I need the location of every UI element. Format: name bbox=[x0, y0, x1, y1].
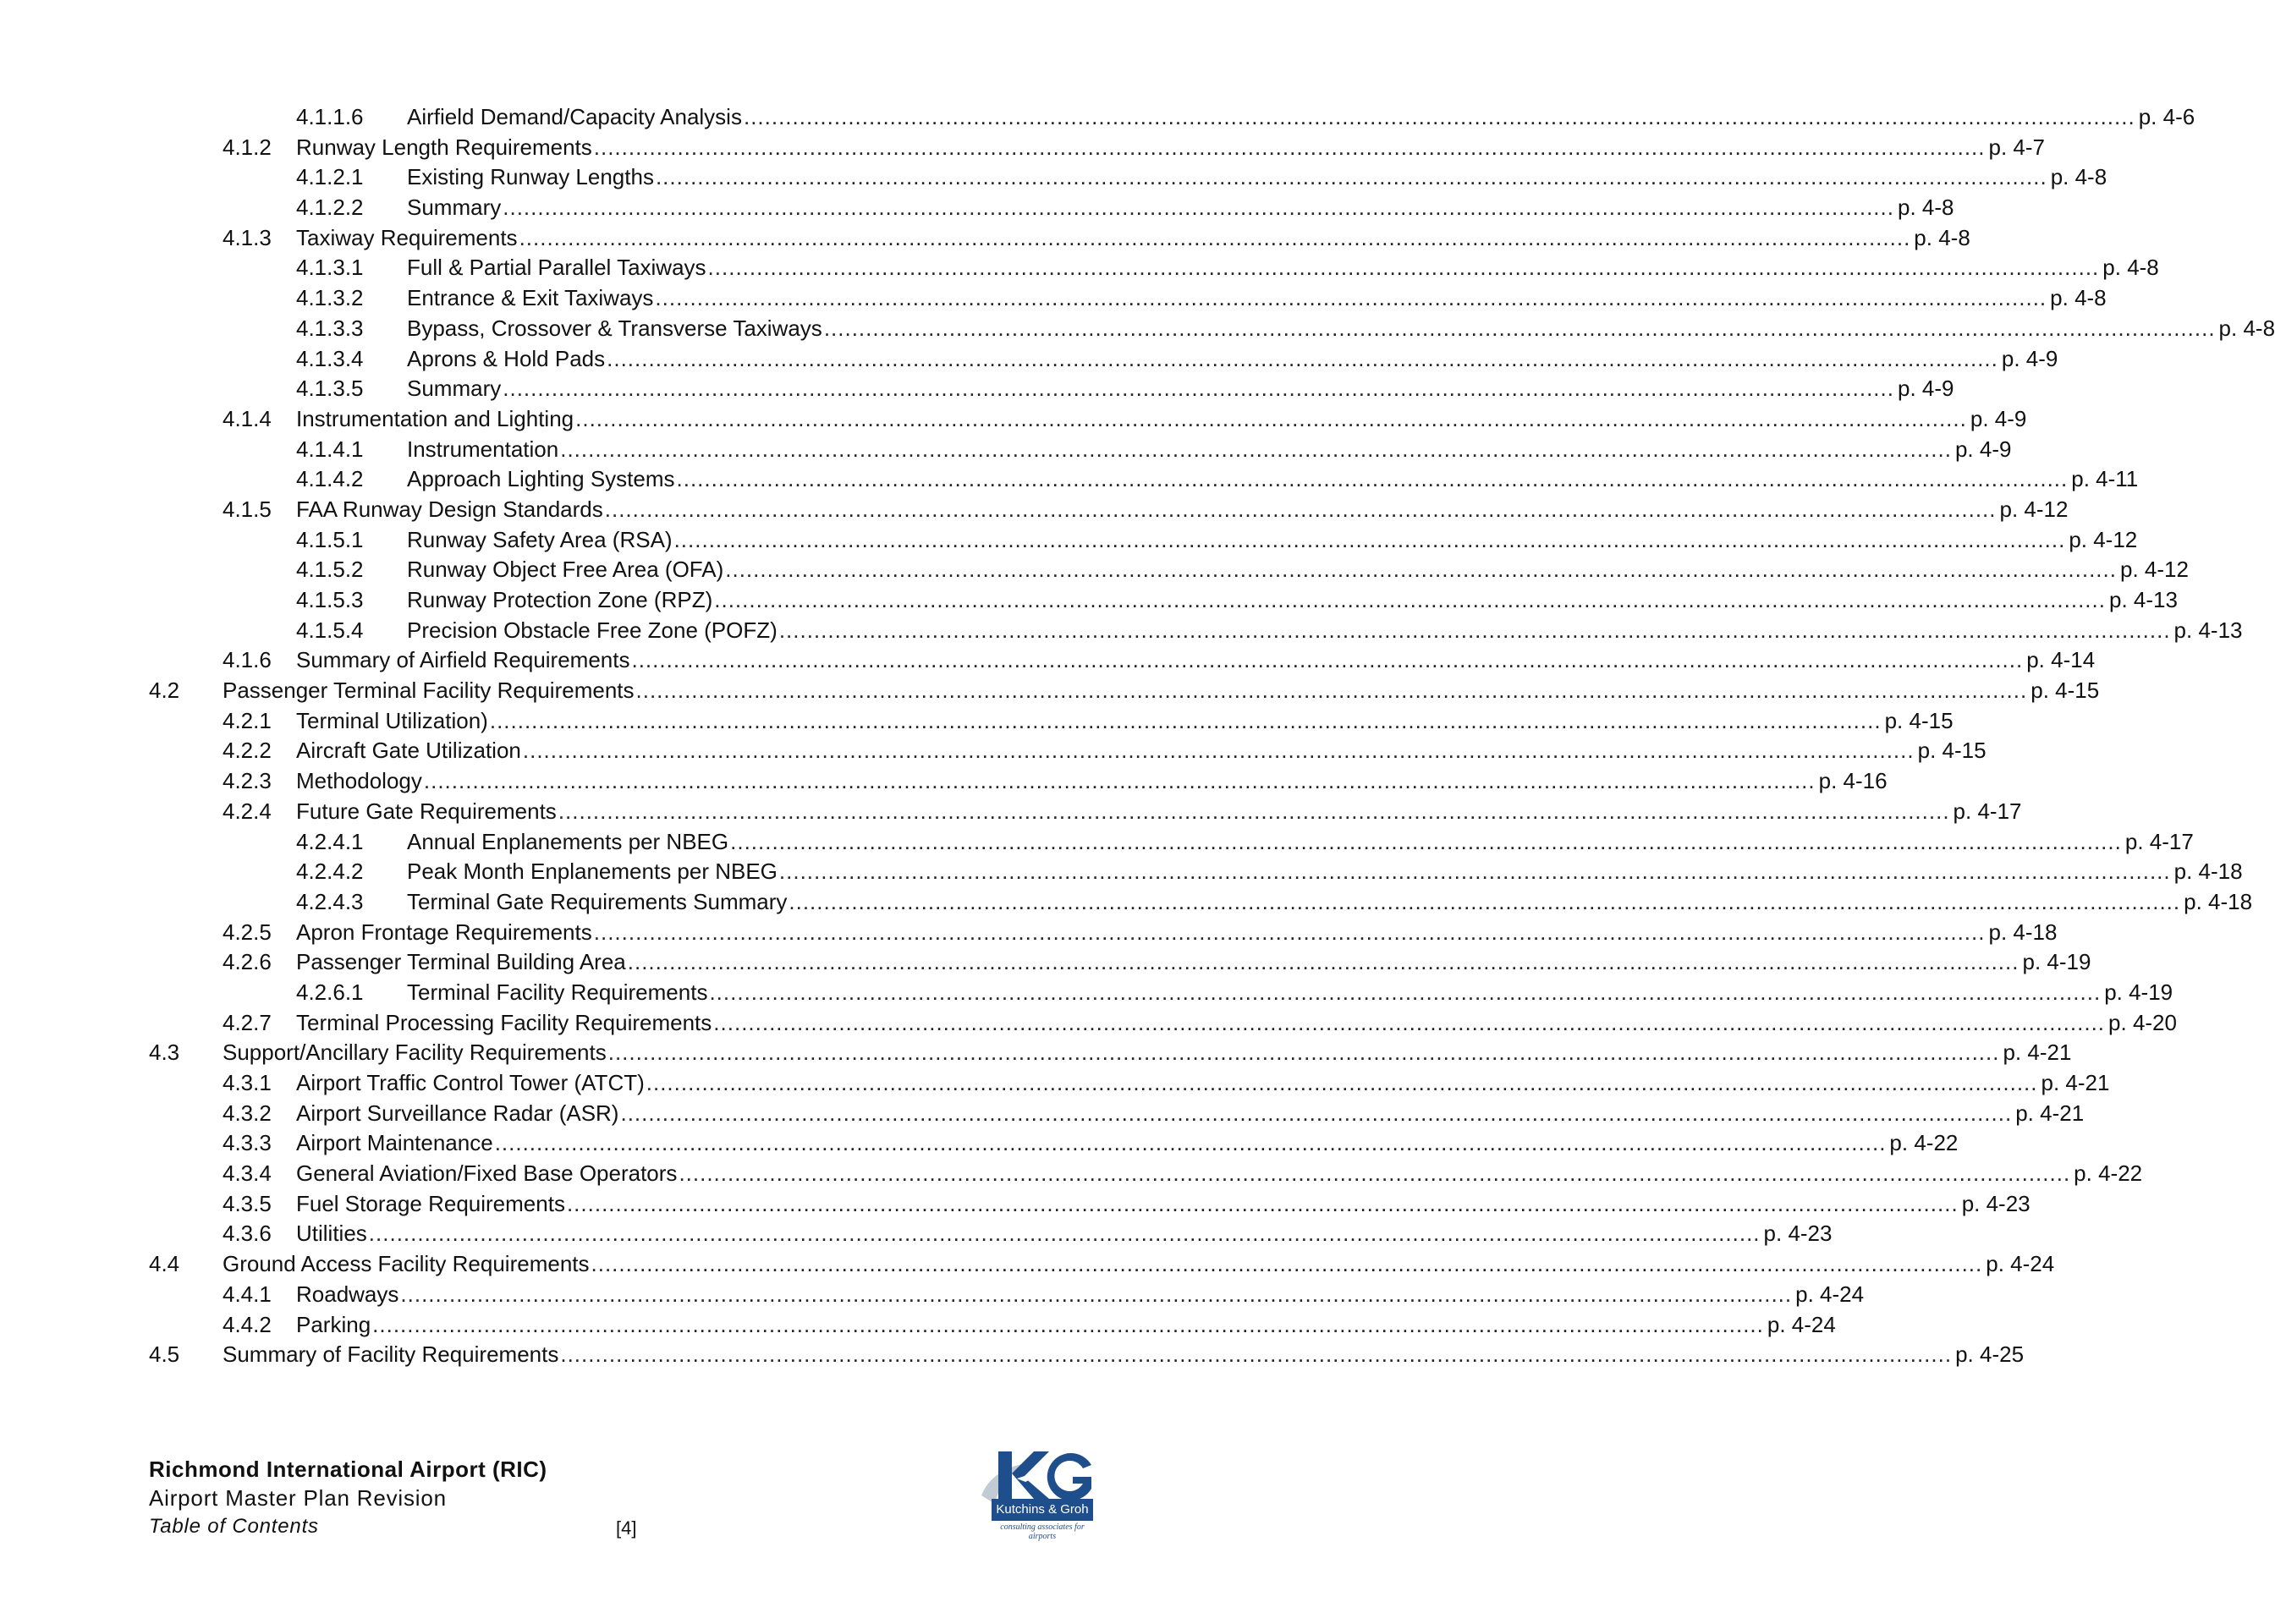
toc-dot-leader: ........................................................................................................................................................................................................ bbox=[789, 888, 2181, 914]
toc-entry-number: 4.3.2 bbox=[223, 1100, 272, 1126]
toc-entry-title: Roadways bbox=[296, 1281, 399, 1307]
toc-dot-leader: ........................................................................................................................................................................................................ bbox=[604, 496, 1997, 522]
toc-entry-number: 4.3.1 bbox=[223, 1070, 272, 1095]
toc-entry-page: p. 4-13 bbox=[2108, 587, 2178, 612]
toc-entry-line bbox=[296, 1099, 2085, 1129]
toc-entry bbox=[0, 616, 2243, 646]
toc-entry-title: General Aviation/Fixed Base Operators bbox=[296, 1160, 678, 1187]
toc-entry-number: 4.1.2.2 bbox=[296, 195, 364, 221]
toc-entry-page: p. 4-9 bbox=[1954, 436, 2012, 462]
toc-entry-number: 4.3.3 bbox=[223, 1130, 272, 1156]
toc-dot-leader: ........................................................................................................................................................................................................ bbox=[522, 738, 1915, 764]
toc-entry-title: Parking bbox=[296, 1311, 371, 1337]
toc-entry-number: 4.2.6.1 bbox=[296, 979, 364, 1005]
toc-entry-page: p. 4-15 bbox=[1884, 707, 1954, 733]
toc-entry-line bbox=[407, 435, 2012, 465]
toc-entry-page: p. 4-17 bbox=[1953, 798, 2022, 824]
toc-entry bbox=[0, 766, 1888, 797]
toc-entry-line bbox=[407, 827, 2194, 858]
toc-dot-leader: ........................................................................................................................................................................................................ bbox=[679, 1160, 2071, 1187]
toc-dot-leader: ........................................................................................................................................................................................................ bbox=[713, 1009, 2106, 1035]
toc-entry-page: p. 4-15 bbox=[2030, 678, 2100, 704]
toc-entry bbox=[0, 253, 2159, 283]
toc-entry-line bbox=[223, 1038, 2072, 1068]
toc-entry-number: 4.2.3 bbox=[223, 768, 272, 794]
toc-entry bbox=[0, 374, 1954, 404]
toc-entry-title: Fuel Storage Requirements bbox=[296, 1190, 565, 1216]
toc-entry-title: Airfield Demand/Capacity Analysis bbox=[407, 104, 742, 129]
toc-entry-page: p. 4-11 bbox=[2071, 466, 2139, 492]
toc-entry bbox=[0, 797, 2022, 827]
toc-entry-number: 4.1.1.6 bbox=[296, 104, 364, 129]
toc-entry bbox=[0, 1099, 2085, 1129]
toc-entry bbox=[0, 706, 1954, 737]
toc-entry-number: 4.1.3.3 bbox=[296, 315, 364, 341]
toc-dot-leader: ........................................................................................................................................................................................................ bbox=[709, 979, 2102, 1005]
kutchins-groh-logo bbox=[966, 1445, 1110, 1546]
toc-dot-leader: ........................................................................................................................................................................................................ bbox=[676, 466, 2069, 492]
toc-entry-number: 4.2.2 bbox=[223, 738, 272, 764]
toc-entry-title: Summary bbox=[407, 376, 502, 402]
toc-entry-line bbox=[407, 374, 1954, 404]
toc-dot-leader: ........................................................................................................................................................................................................ bbox=[646, 1070, 2038, 1095]
toc-entry-number: 4.1.6 bbox=[223, 647, 272, 673]
toc-entry-page: p. 4-12 bbox=[2119, 557, 2189, 583]
toc-entry-number: 4.3 bbox=[149, 1040, 180, 1066]
toc-entry-line bbox=[223, 676, 2100, 706]
toc-entry-page: p. 4-8 bbox=[2218, 315, 2275, 341]
toc-entry-line bbox=[296, 223, 1970, 254]
toc-entry-number: 4.1.3 bbox=[223, 224, 272, 250]
toc-entry bbox=[0, 676, 2100, 706]
toc-entry-page: p. 4-15 bbox=[1917, 738, 1987, 764]
toc-entry-number: 4.1.5.3 bbox=[296, 587, 364, 612]
toc-entry-title: Airport Traffic Control Tower (ATCT) bbox=[296, 1070, 645, 1095]
toc-entry-title: Passenger Terminal Facility Requirements bbox=[223, 678, 635, 704]
toc-entry-number: 4.1.3.2 bbox=[296, 285, 364, 311]
toc-entry-page: p. 4-24 bbox=[1986, 1251, 2055, 1277]
toc-entry-number: 4.1.5.1 bbox=[296, 526, 364, 552]
toc-entry-number: 4.1.2.1 bbox=[296, 164, 364, 190]
toc-entry-number: 4.2.4.1 bbox=[296, 828, 364, 854]
toc-entry-title: Instrumentation and Lighting bbox=[296, 405, 574, 431]
toc-entry-number: 4.2.4.2 bbox=[296, 859, 364, 885]
toc-entry-title: Approach Lighting Systems bbox=[407, 466, 675, 492]
toc-entry-number: 4.1.5 bbox=[223, 496, 272, 522]
toc-entry bbox=[0, 102, 2195, 133]
toc-entry-line bbox=[407, 314, 2275, 344]
toc-dot-leader: ........................................................................................................................................................................................................ bbox=[631, 647, 2024, 673]
toc-entry-number: 4.1.4 bbox=[223, 405, 272, 431]
toc-entry-page: p. 4-14 bbox=[2026, 647, 2096, 673]
toc-dot-leader: ........................................................................................................................................................................................................ bbox=[372, 1311, 1764, 1337]
toc-entry bbox=[0, 525, 2138, 556]
toc-entry-number: 4.1.5.4 bbox=[296, 617, 364, 643]
toc-dot-leader: ........................................................................................................................................................................................................ bbox=[707, 255, 2100, 281]
toc-dot-leader: ........................................................................................................................................................................................................ bbox=[400, 1281, 1793, 1307]
toc-entry bbox=[0, 1340, 2025, 1370]
toc-entry-page: p. 4-18 bbox=[2173, 859, 2243, 885]
toc-dot-leader: ........................................................................................................................................................................................................ bbox=[560, 436, 1952, 462]
toc-dot-leader: ........................................................................................................................................................................................................ bbox=[560, 1341, 1953, 1368]
toc-entry-number: 4.2.6 bbox=[223, 949, 272, 975]
toc-entry bbox=[0, 283, 2107, 314]
toc-entry-line bbox=[223, 1249, 2055, 1280]
toc-entry-page: p. 4-18 bbox=[1988, 919, 2058, 945]
toc-dot-leader: ........................................................................................................................................................................................................ bbox=[714, 587, 2106, 612]
toc-dot-leader: ........................................................................................................................................................................................................ bbox=[730, 828, 2122, 854]
toc-entry-title: Support/Ancillary Facility Requirements bbox=[223, 1040, 607, 1066]
toc-entry-line bbox=[296, 766, 1888, 797]
toc-entry-line bbox=[296, 736, 1987, 766]
toc-entry-line bbox=[407, 616, 2243, 646]
toc-entry-line bbox=[296, 1008, 2177, 1039]
toc-dot-leader: ........................................................................................................................................................................................................ bbox=[673, 526, 2066, 552]
toc-entry-line bbox=[296, 947, 2091, 978]
toc-entry-title: Aprons & Hold Pads bbox=[407, 345, 606, 371]
toc-entry-page: p. 4-21 bbox=[2003, 1040, 2072, 1066]
toc-entry-title: Runway Protection Zone (RPZ) bbox=[407, 587, 713, 612]
toc-dot-leader: ........................................................................................................................................................................................................ bbox=[575, 405, 1967, 431]
toc-entry-line bbox=[407, 162, 2107, 193]
toc-entry-number: 4.2 bbox=[149, 678, 180, 704]
toc-entry-page: p. 4-8 bbox=[2050, 285, 2107, 311]
toc-dot-leader: ........................................................................................................................................................................................................ bbox=[725, 557, 2117, 583]
toc-entry-page: p. 4-22 bbox=[2074, 1160, 2143, 1187]
toc-entry-title: Summary bbox=[407, 195, 502, 221]
toc-dot-leader: ........................................................................................................................................................................................................ bbox=[519, 224, 1911, 250]
toc-entry bbox=[0, 947, 2091, 978]
toc-dot-leader: ........................................................................................................................................................................................................ bbox=[503, 195, 1894, 221]
toc-entry-title: Terminal Gate Requirements Summary bbox=[407, 888, 788, 914]
toc-entry-page: p. 4-6 bbox=[2138, 104, 2195, 129]
toc-entry bbox=[0, 918, 2058, 948]
toc-entry-title: Runway Safety Area (RSA) bbox=[407, 526, 673, 552]
toc-entry bbox=[0, 887, 2253, 918]
toc-entry-number: 4.4.1 bbox=[223, 1281, 272, 1307]
toc-entry-title: Airport Surveillance Radar (ASR) bbox=[296, 1100, 619, 1126]
organization-name: Richmond International Airport (RIC) bbox=[149, 1457, 547, 1482]
toc-entry-line bbox=[296, 1310, 1836, 1341]
toc-entry-page: p. 4-19 bbox=[2022, 949, 2091, 975]
toc-dot-leader: ........................................................................................................................................................................................................ bbox=[655, 164, 2047, 190]
toc-entry-line bbox=[296, 918, 2058, 948]
toc-dot-leader: ........................................................................................................................................................................................................ bbox=[635, 678, 2028, 704]
toc-entry-title: Instrumentation bbox=[407, 436, 559, 462]
toc-entry bbox=[0, 162, 2107, 193]
toc-entry-line bbox=[296, 797, 2022, 827]
toc-entry-page: p. 4-8 bbox=[1914, 224, 1970, 250]
toc-entry-page: p. 4-12 bbox=[2069, 526, 2138, 552]
toc-entry-number: 4.1.3.4 bbox=[296, 345, 364, 371]
toc-entry-line bbox=[407, 283, 2107, 314]
toc-entry-number: 4.1.5.2 bbox=[296, 557, 364, 583]
toc-dot-leader: ........................................................................................................................................................................................................ bbox=[368, 1221, 1761, 1247]
toc-entry-page: p. 4-12 bbox=[1999, 496, 2069, 522]
toc-entry-page: p. 4-24 bbox=[1795, 1281, 1865, 1307]
toc-entry-line bbox=[407, 555, 2189, 585]
toc-dot-leader: ........................................................................................................................................................................................................ bbox=[591, 1251, 1983, 1277]
toc-entry-line bbox=[407, 887, 2253, 918]
toc-entry-number: 4.1.4.2 bbox=[296, 466, 364, 492]
toc-entry-line bbox=[407, 525, 2138, 556]
toc-entry-page: p. 4-17 bbox=[2124, 828, 2194, 854]
toc-entry-line bbox=[296, 706, 1954, 737]
toc-entry bbox=[0, 193, 1954, 223]
toc-dot-leader: ........................................................................................................................................................................................................ bbox=[558, 798, 1950, 824]
toc-entry-line bbox=[407, 978, 2173, 1008]
toc-entry bbox=[0, 857, 2243, 887]
toc-entry bbox=[0, 736, 1987, 766]
toc-entry-title: Precision Obstacle Free Zone (POFZ) bbox=[407, 617, 778, 643]
toc-entry-line bbox=[407, 585, 2178, 616]
toc-entry-title: Runway Object Free Area (OFA) bbox=[407, 557, 724, 583]
toc-entry-line bbox=[296, 1280, 1865, 1310]
toc-dot-leader: ........................................................................................................................................................................................................ bbox=[607, 1040, 2000, 1066]
toc-entry-title: Peak Month Enplanements per NBEG bbox=[407, 859, 778, 885]
toc-entry bbox=[0, 1159, 2143, 1189]
toc-entry-title: Taxiway Requirements bbox=[296, 224, 518, 250]
toc-entry bbox=[0, 1310, 1836, 1341]
toc-entry bbox=[0, 344, 2058, 375]
toc-entry-title: Entrance & Exit Taxiways bbox=[407, 285, 654, 311]
document-subtitle: Airport Master Plan Revision bbox=[149, 1485, 447, 1511]
toc-entry-page: p. 4-18 bbox=[2184, 888, 2253, 914]
toc-entry-number: 4.4.2 bbox=[223, 1311, 272, 1337]
toc-dot-leader: ........................................................................................................................................................................................................ bbox=[620, 1100, 2013, 1126]
toc-entry-page: p. 4-21 bbox=[2041, 1070, 2110, 1095]
toc-entry-page: p. 4-9 bbox=[1970, 405, 2027, 431]
toc-entry-page: p. 4-16 bbox=[1818, 768, 1888, 794]
toc-entry bbox=[0, 827, 2194, 858]
toc-dot-leader: ........................................................................................................................................................................................................ bbox=[743, 104, 2135, 129]
toc-entry-page: p. 4-8 bbox=[2050, 164, 2107, 190]
toc-entry bbox=[0, 1280, 1865, 1310]
toc-entry-line bbox=[407, 253, 2159, 283]
toc-entry-title: Ground Access Facility Requirements bbox=[223, 1251, 590, 1277]
toc-entry-title: Summary of Airfield Requirements bbox=[296, 647, 630, 673]
toc-dot-leader: ........................................................................................................................................................................................................ bbox=[593, 134, 1986, 160]
toc-entry-page: p. 4-8 bbox=[1897, 195, 1954, 221]
toc-entry-number: 4.2.4.3 bbox=[296, 888, 364, 914]
toc-entry-page: p. 4-22 bbox=[1889, 1130, 1959, 1156]
toc-entry-line bbox=[407, 193, 1954, 223]
toc-entry bbox=[0, 464, 2139, 495]
toc-entry-number: 4.5 bbox=[149, 1341, 180, 1368]
toc-entry-number: 4.2.1 bbox=[223, 707, 272, 733]
toc-dot-leader: ........................................................................................................................................................................................................ bbox=[655, 285, 2047, 311]
toc-entry-title: Passenger Terminal Building Area bbox=[296, 949, 626, 975]
toc-entry-title: Apron Frontage Requirements bbox=[296, 919, 592, 945]
toc-entry bbox=[0, 585, 2178, 616]
page-number: [4] bbox=[616, 1517, 637, 1539]
toc-entry-number: 4.1.3.5 bbox=[296, 376, 364, 402]
toc-entry bbox=[0, 223, 1970, 254]
toc-entry-page: p. 4-7 bbox=[1988, 134, 2045, 160]
toc-entry-title: Utilities bbox=[296, 1221, 367, 1247]
toc-entry-title: Existing Runway Lengths bbox=[407, 164, 654, 190]
toc-entry bbox=[0, 1068, 2110, 1099]
logo-brand-text: Kutchins & Groh bbox=[992, 1499, 1093, 1521]
toc-entry-line bbox=[296, 645, 2096, 676]
toc-dot-leader: ........................................................................................................................................................................................................ bbox=[503, 376, 1894, 402]
toc-entry-page: p. 4-21 bbox=[2015, 1100, 2085, 1126]
logo-tagline: consulting associates for airports bbox=[1000, 1522, 1085, 1541]
toc-entry-title: Annual Enplanements per NBEG bbox=[407, 828, 729, 854]
toc-entry-title: Aircraft Gate Utilization bbox=[296, 738, 521, 764]
toc-entry bbox=[0, 314, 2275, 344]
toc-entry bbox=[0, 1189, 2030, 1220]
toc-entry-page: p. 4-8 bbox=[2102, 255, 2159, 281]
toc-entry bbox=[0, 495, 2069, 525]
toc-entry-title: Runway Length Requirements bbox=[296, 134, 592, 160]
toc-entry-line bbox=[223, 1340, 2025, 1370]
toc-entry-page: p. 4-19 bbox=[2104, 979, 2173, 1005]
toc-entry-page: p. 4-9 bbox=[2001, 345, 2058, 371]
toc-dot-leader: ........................................................................................................................................................................................................ bbox=[778, 617, 2171, 643]
toc-dot-leader: ........................................................................................................................................................................................................ bbox=[607, 345, 1998, 371]
toc-entry-page: p. 4-23 bbox=[1763, 1221, 1833, 1247]
toc-entry bbox=[0, 1128, 1959, 1159]
toc-entry-title: FAA Runway Design Standards bbox=[296, 496, 603, 522]
toc-entry-number: 4.2.4 bbox=[223, 798, 272, 824]
toc-entry-number: 4.1.4.1 bbox=[296, 436, 364, 462]
toc-entry-title: Future Gate Requirements bbox=[296, 798, 557, 824]
toc-entry bbox=[0, 404, 2027, 435]
toc-entry-line bbox=[296, 1189, 2030, 1220]
toc-entry-line bbox=[407, 344, 2058, 375]
toc-entry-line bbox=[407, 102, 2195, 133]
toc-dot-leader: ........................................................................................................................................................................................................ bbox=[778, 859, 2171, 885]
toc-entry-line bbox=[407, 857, 2243, 887]
toc-entry-title: Terminal Processing Facility Requirements bbox=[296, 1009, 712, 1035]
toc-entry-number: 4.2.7 bbox=[223, 1009, 272, 1035]
toc-entry-title: Terminal Facility Requirements bbox=[407, 979, 708, 1005]
toc-entry-page: p. 4-9 bbox=[1897, 376, 1954, 402]
toc-entry-title: Summary of Facility Requirements bbox=[223, 1341, 559, 1368]
toc-dot-leader: ........................................................................................................................................................................................................ bbox=[627, 949, 2019, 975]
toc-entry-line bbox=[296, 1219, 1833, 1249]
toc-entry-line bbox=[296, 1159, 2143, 1189]
toc-dot-leader: ........................................................................................................................................................................................................ bbox=[823, 315, 2216, 341]
toc-dot-leader: ........................................................................................................................................................................................................ bbox=[494, 1130, 1887, 1156]
toc-entry-number: 4.3.4 bbox=[223, 1160, 272, 1187]
toc-dot-leader: ........................................................................................................................................................................................................ bbox=[566, 1190, 1959, 1216]
toc-entry-line bbox=[296, 1128, 1959, 1159]
toc-entry-title: Methodology bbox=[296, 768, 422, 794]
toc-dot-leader: ........................................................................................................................................................................................................ bbox=[423, 768, 1816, 794]
section-name: Table of Contents bbox=[149, 1515, 319, 1538]
toc-entry bbox=[0, 645, 2096, 676]
toc-entry-number: 4.2.5 bbox=[223, 919, 272, 945]
toc-entry-title: Bypass, Crossover & Transverse Taxiways bbox=[407, 315, 822, 341]
toc-entry-page: p. 4-23 bbox=[1961, 1190, 2030, 1216]
toc-entry-page: p. 4-13 bbox=[2173, 617, 2243, 643]
toc-entry-line bbox=[296, 495, 2069, 525]
toc-entry bbox=[0, 1249, 2055, 1280]
toc-entry bbox=[0, 1038, 2072, 1068]
toc-entry-page: p. 4-24 bbox=[1767, 1311, 1836, 1337]
toc-entry bbox=[0, 555, 2189, 585]
toc-entry-line bbox=[296, 1068, 2110, 1099]
toc-entry bbox=[0, 133, 2045, 163]
toc-entry-page: p. 4-20 bbox=[2108, 1009, 2177, 1035]
toc-dot-leader: ........................................................................................................................................................................................................ bbox=[489, 707, 1882, 733]
toc-entry-line bbox=[296, 133, 2045, 163]
toc-entry bbox=[0, 1008, 2177, 1039]
toc-entry-line bbox=[296, 404, 2027, 435]
toc-entry-title: Full & Partial Parallel Taxiways bbox=[407, 255, 706, 281]
toc-entry-title: Terminal Utilization) bbox=[296, 707, 488, 733]
toc-entry bbox=[0, 978, 2173, 1008]
toc-entry-number: 4.1.3.1 bbox=[296, 255, 364, 281]
toc-entry-number: 4.3.5 bbox=[223, 1190, 272, 1216]
toc-entry-number: 4.1.2 bbox=[223, 134, 272, 160]
table-of-contents bbox=[0, 102, 2275, 1370]
toc-dot-leader: ........................................................................................................................................................................................................ bbox=[593, 919, 1986, 945]
page-footer bbox=[149, 1455, 547, 1541]
toc-entry-line bbox=[407, 464, 2139, 495]
toc-entry-number: 4.3.6 bbox=[223, 1221, 272, 1247]
toc-entry-page: p. 4-25 bbox=[1955, 1341, 2025, 1368]
toc-entry-number: 4.4 bbox=[149, 1251, 180, 1277]
toc-entry-title: Airport Maintenance bbox=[296, 1130, 493, 1156]
toc-entry bbox=[0, 435, 2012, 465]
toc-entry bbox=[0, 1219, 1833, 1249]
